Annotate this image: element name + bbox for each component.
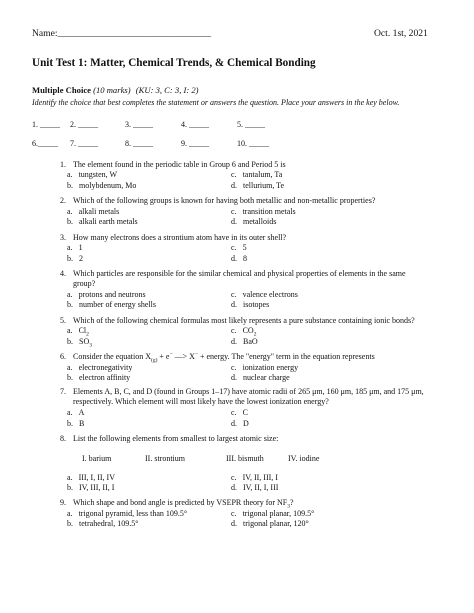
q2-option-d: d. metalloids xyxy=(231,217,277,226)
q8-element-3: III. bismuth xyxy=(226,454,264,463)
q8-element-2: II. strontium xyxy=(145,454,185,463)
q7-option-a: a. A xyxy=(67,408,85,417)
key-2[interactable]: 2. _____ xyxy=(70,120,98,129)
section-instructions: Identify the choice that best completes the statement or answers the question. Place your answers in the key below. xyxy=(32,98,400,107)
q2-option-b: b. alkali earth metals xyxy=(67,217,138,226)
q1-option-c: c. tantalum, Ta xyxy=(231,170,283,179)
q6-option-c: c. ionization energy xyxy=(231,363,299,372)
q6-option-d: d. nuclear charge xyxy=(231,373,290,382)
q8-element-4: IV. iodine xyxy=(288,454,320,463)
q3-option-c: c. 5 xyxy=(231,243,247,252)
q7-option-d: d. D xyxy=(231,419,249,428)
q4-text: Which particles are responsible for the similar chemical and physical properties of elements in the same xyxy=(73,269,406,278)
section-heading xyxy=(32,85,199,95)
q4-option-a: a. protons and neutrons xyxy=(67,290,146,299)
q3-text: How many electrons does a strontium atom have in its outer shell? xyxy=(73,233,287,242)
q1-option-d: d. tellurium, Te xyxy=(231,181,285,190)
q9-option-a: a. trigonal pyramid, less than 109.5° xyxy=(67,509,188,518)
q9-option-c: c. trigonal planar, 109.5° xyxy=(231,509,315,518)
q4-option-d: d. isotopes xyxy=(231,300,270,309)
q6-text: Consider the equation $X_{(g)} + e^-$ —> X− + energy. The "energy" term in the equation represents xyxy=(73,351,375,364)
q9-option-b: b. tetrahedral, 109.5° xyxy=(67,519,139,528)
q5-text: Which of the following chemical formulas most likely represents a pure substance containing ionic bonds? xyxy=(73,316,415,325)
q4-option-b: b. number of energy shells xyxy=(67,300,156,309)
q3-number: 3. xyxy=(60,233,66,242)
q8-option-b: b. IV, III, II, I xyxy=(67,483,115,492)
q8-option-d: d. IV, II, I, III xyxy=(231,483,279,492)
q8-element-1: I. barium xyxy=(82,454,112,463)
section-heading-text: Multiple Choice xyxy=(32,85,91,95)
q5-option-d: d. BaO xyxy=(231,337,258,346)
q2-text: Which of the following groups is known for having both metallic and non-metallic properties? xyxy=(73,196,376,205)
key-3[interactable]: 3. _____ xyxy=(125,120,153,129)
q4-option-c: c. valence electrons xyxy=(231,290,298,299)
q4-text-line2: group? xyxy=(73,279,96,288)
page-title: Unit Test 1: Matter, Chemical Trends, & Chemical Bonding xyxy=(32,57,316,69)
q9-option-d: d. trigonal planar, 120° xyxy=(231,519,309,528)
date: Oct. 1st, 2021 xyxy=(374,28,428,39)
q1-text: The element found in the periodic table in Group 6 and Period 5 is xyxy=(73,160,286,169)
q3-option-b: b. 2 xyxy=(67,254,83,263)
q7-text-line2: respectively. Which element will most likely have the lowest ionization energy? xyxy=(73,397,329,406)
q5-number: 5. xyxy=(60,316,66,325)
q7-option-c: c. C xyxy=(231,408,248,417)
q6-option-b: b. electron affinity xyxy=(67,373,131,382)
q1-number: 1. xyxy=(60,160,66,169)
q8-option-a: a. III, I, II, IV xyxy=(67,473,115,482)
key-6[interactable]: 6._____ xyxy=(32,139,58,148)
q5-option-a: a. $Cl_2$ xyxy=(67,326,89,338)
name-label: Name: xyxy=(32,28,58,39)
q8-number: 8. xyxy=(60,434,66,443)
q9-number: 9. xyxy=(60,498,66,507)
name-line xyxy=(32,28,211,39)
q1-option-a: a. tungsten, W xyxy=(67,170,118,179)
q2-option-a: a. alkali metals xyxy=(67,207,120,216)
q7-text: Elements A, B, C, and D (found in Groups 1–17) have atomic radii of 265 μm, 160 μm, 185 μm, and 175 μm, xyxy=(73,387,424,396)
q7-number: 7. xyxy=(60,387,66,396)
q2-number: 2. xyxy=(60,196,66,205)
name-blank[interactable]: ________________________________ xyxy=(57,28,212,39)
section-marks: (10 marks) xyxy=(93,85,131,95)
q2-option-c: c. transition metals xyxy=(231,207,296,216)
key-7[interactable]: 7. _____ xyxy=(70,139,98,148)
q6-number: 6. xyxy=(60,352,66,361)
q6-option-a: a. electronegativity xyxy=(67,363,133,372)
key-9[interactable]: 9. _____ xyxy=(181,139,209,148)
q4-number: 4. xyxy=(60,269,66,278)
q3-option-a: a. 1 xyxy=(67,243,83,252)
q8-text: List the following elements from smallest to largest atomic size: xyxy=(73,434,279,443)
q1-option-b: b. molybdenum, Mo xyxy=(67,181,137,190)
key-5[interactable]: 5. _____ xyxy=(237,120,265,129)
key-8[interactable]: 8. _____ xyxy=(125,139,153,148)
section-breakdown: (KU: 3, C: 3, I: 2) xyxy=(135,85,199,95)
q9-text: Which shape and bond angle is predicted by VSEPR theory for $NF_3$? xyxy=(73,498,294,510)
key-1[interactable]: 1. _____ xyxy=(32,120,60,129)
key-4[interactable]: 4. _____ xyxy=(181,120,209,129)
key-10[interactable]: 10. _____ xyxy=(237,139,269,148)
q7-option-b: b. B xyxy=(67,419,85,428)
q5-option-c: c. $CO_2$ xyxy=(231,326,257,338)
q5-option-b: b. $SO_3$ xyxy=(67,337,92,349)
q8-option-c: c. IV, II, III, I xyxy=(231,473,278,482)
q3-option-d: d. 8 xyxy=(231,254,247,263)
